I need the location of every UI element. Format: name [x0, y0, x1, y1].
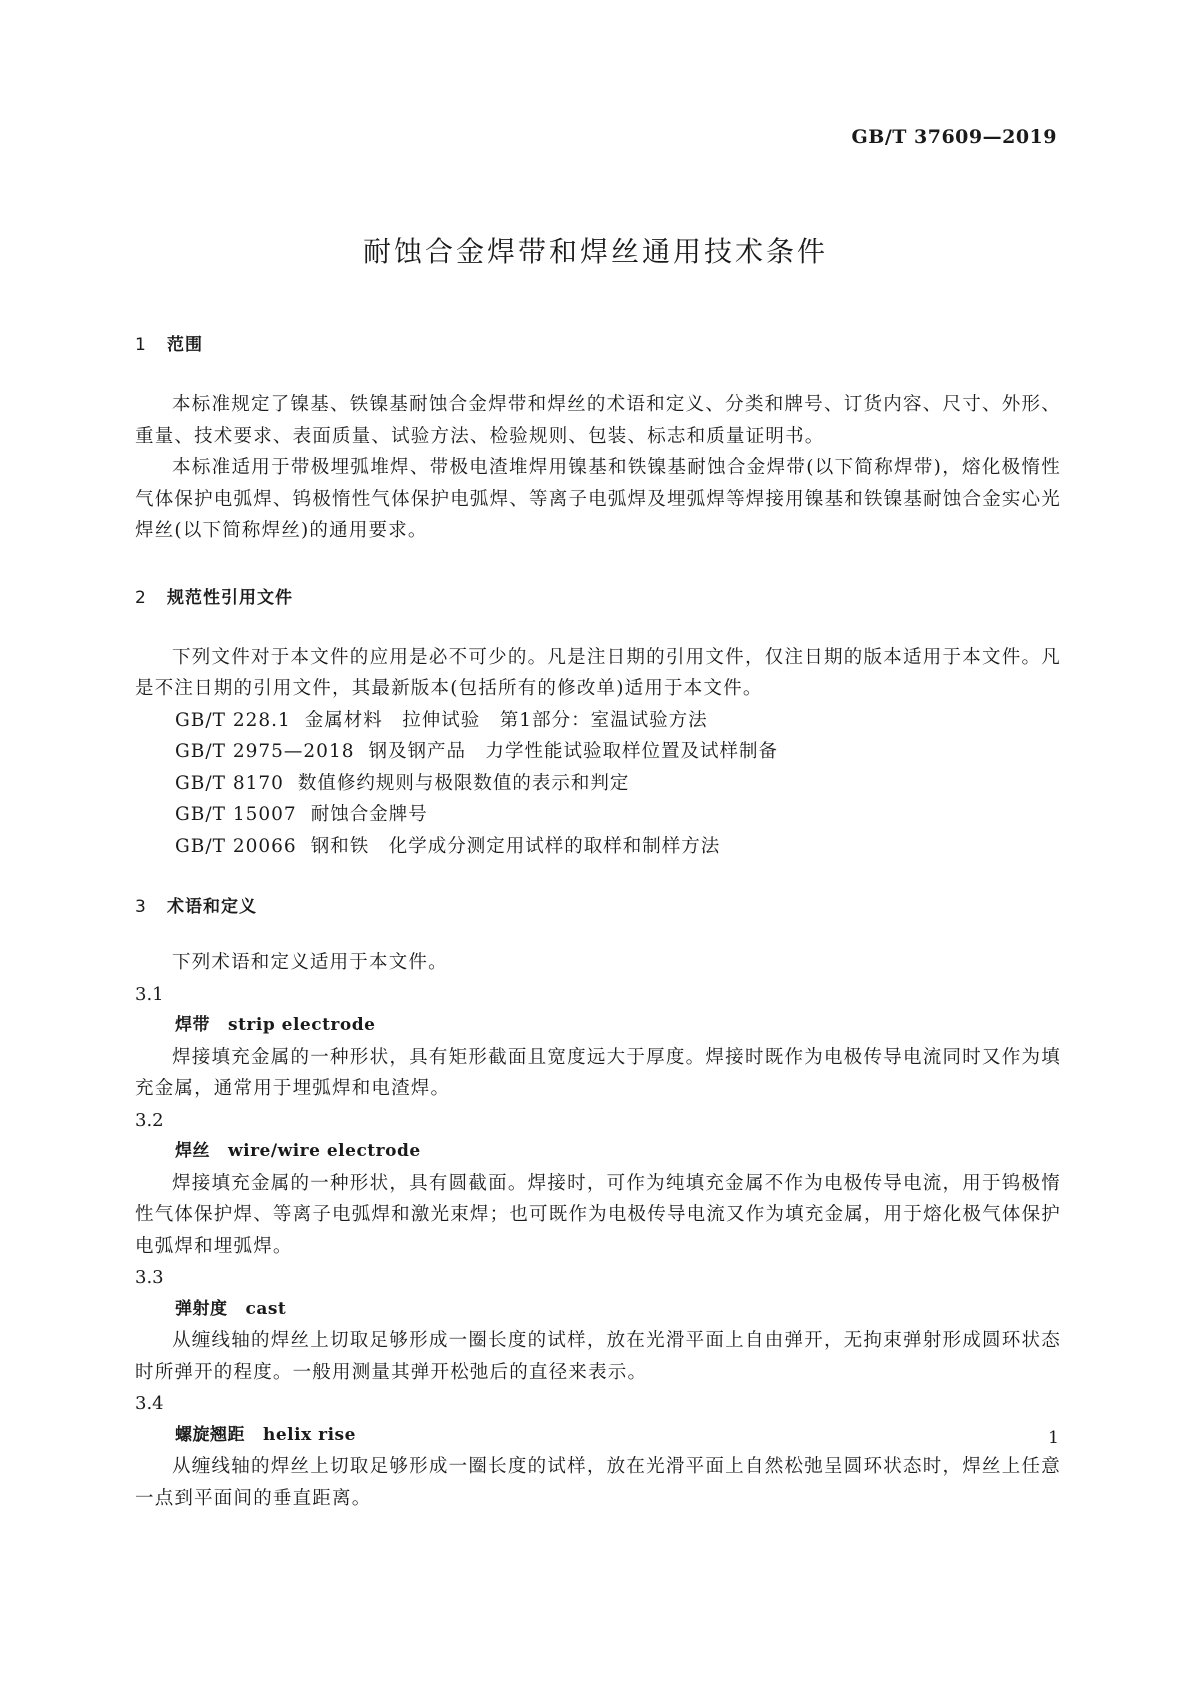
term-zh: 焊带 — [175, 1015, 210, 1035]
section-title: 范围 — [167, 335, 203, 355]
reference-title: 耐蚀合金牌号 — [310, 804, 428, 825]
term-heading — [175, 1294, 1061, 1326]
term-heading — [175, 1136, 1061, 1168]
reference-code: GB/T 15007 — [175, 804, 297, 825]
term-definition: 焊接填充金属的一种形状，具有圆截面。焊接时，可作为纯填充金属不作为电极传导电流，用于钨极惰性气体保护焊、等离子电弧焊和激光束焊；也可既作为电极传导电流又作为填充金属，用于熔化极气体保护电弧焊和埋弧焊。 — [135, 1172, 1061, 1257]
reference-item — [175, 736, 1061, 768]
section-number: 2 — [135, 587, 147, 608]
section-title: 规范性引用文件 — [167, 587, 293, 608]
reference-code: GB/T 20066 — [175, 835, 297, 857]
term-number: 3.2 — [135, 1109, 164, 1131]
reference-item — [175, 831, 1061, 863]
standard-code: GB/T 37609—2019 — [851, 126, 1057, 148]
reference-item — [175, 705, 1061, 737]
paragraph: 本标准规定了镍基、铁镍基耐蚀合金焊带和焊丝的术语和定义、分类和牌号、订货内容、尺寸、外形、重量、技术要求、表面质量、试验方法、检验规则、包装、标志和质量证明书。 — [135, 394, 1061, 447]
reference-code: GB/T 8170 — [175, 772, 284, 794]
term-heading — [175, 1420, 1061, 1452]
term-zh: 螺旋翘距 — [175, 1424, 245, 1445]
term-zh: 弹射度 — [175, 1298, 228, 1319]
page-number: 1 — [1048, 1428, 1059, 1448]
section-heading — [135, 583, 1061, 608]
paragraph: 下列文件对于本文件的应用是必不可少的。凡是注日期的引用文件，仅注日期的版本适用于本文件。凡是不注日期的引用文件，其最新版本(包括所有的修改单)适用于本文件。 — [135, 646, 1061, 699]
term-definition: 从缠线轴的焊丝上切取足够形成一圈长度的试样，放在光滑平面上自由弹开，无拘束弹射形成圆环状态时所弹开的程度。一般用测量其弹开松弛后的直径来表示。 — [135, 1330, 1061, 1383]
term-number: 3.1 — [135, 983, 164, 1005]
term-definition: 焊接填充金属的一种形状，具有矩形截面且宽度远大于厚度。焊接时既作为电极传导电流同时又作为填充金属，通常用于埋弧焊和电渣焊。 — [135, 1046, 1061, 1099]
reference-title: 数值修约规则与极限数值的表示和判定 — [297, 772, 630, 794]
section-number: 1 — [135, 335, 147, 355]
term-en: strip electrode — [228, 1015, 376, 1035]
term-en: cast — [245, 1298, 287, 1319]
reference-title: 金属材料 拉伸试验 第1部分：室温试验方法 — [304, 709, 708, 731]
reference-item — [175, 799, 1061, 831]
reference-item — [175, 768, 1061, 800]
term-number: 3.3 — [135, 1267, 164, 1288]
reference-code: GB/T 2975—2018 — [175, 741, 355, 762]
term-en: helix rise — [263, 1424, 356, 1445]
term-zh: 焊丝 — [175, 1141, 210, 1161]
reference-title: 钢及钢产品 力学性能试验取样位置及试样制备 — [368, 741, 779, 762]
document-body — [135, 330, 1061, 1514]
term-en: wire/wire electrode — [228, 1141, 421, 1161]
section-heading — [135, 892, 1061, 917]
reference-title: 钢和铁 化学成分测定用试样的取样和制样方法 — [310, 835, 721, 857]
term-definition: 从缠线轴的焊丝上切取足够形成一圈长度的试样，放在光滑平面上自然松弛呈圆环状态时，焊丝上任意一点到平面间的垂直距离。 — [135, 1456, 1061, 1509]
section-heading — [135, 330, 1061, 355]
reference-code: GB/T 228.1 — [175, 709, 291, 731]
document-title: 耐蚀合金焊带和焊丝通用技术条件 — [362, 235, 828, 268]
term-number: 3.4 — [135, 1393, 164, 1414]
term-heading — [175, 1010, 1061, 1042]
paragraph: 下列术语和定义适用于本文件。 — [172, 952, 448, 973]
section-number: 3 — [135, 897, 147, 917]
paragraph: 本标准适用于带极埋弧堆焊、带极电渣堆焊用镍基和铁镍基耐蚀合金焊带(以下简称焊带)，熔化极惰性气体保护电弧焊、钨极惰性气体保护电弧焊、等离子电弧焊及埋弧焊等焊接用镍基和铁镍基耐蚀合金实心光焊丝(以下简称焊丝)的通用要求。 — [135, 457, 1061, 541]
section-title: 术语和定义 — [167, 897, 257, 917]
